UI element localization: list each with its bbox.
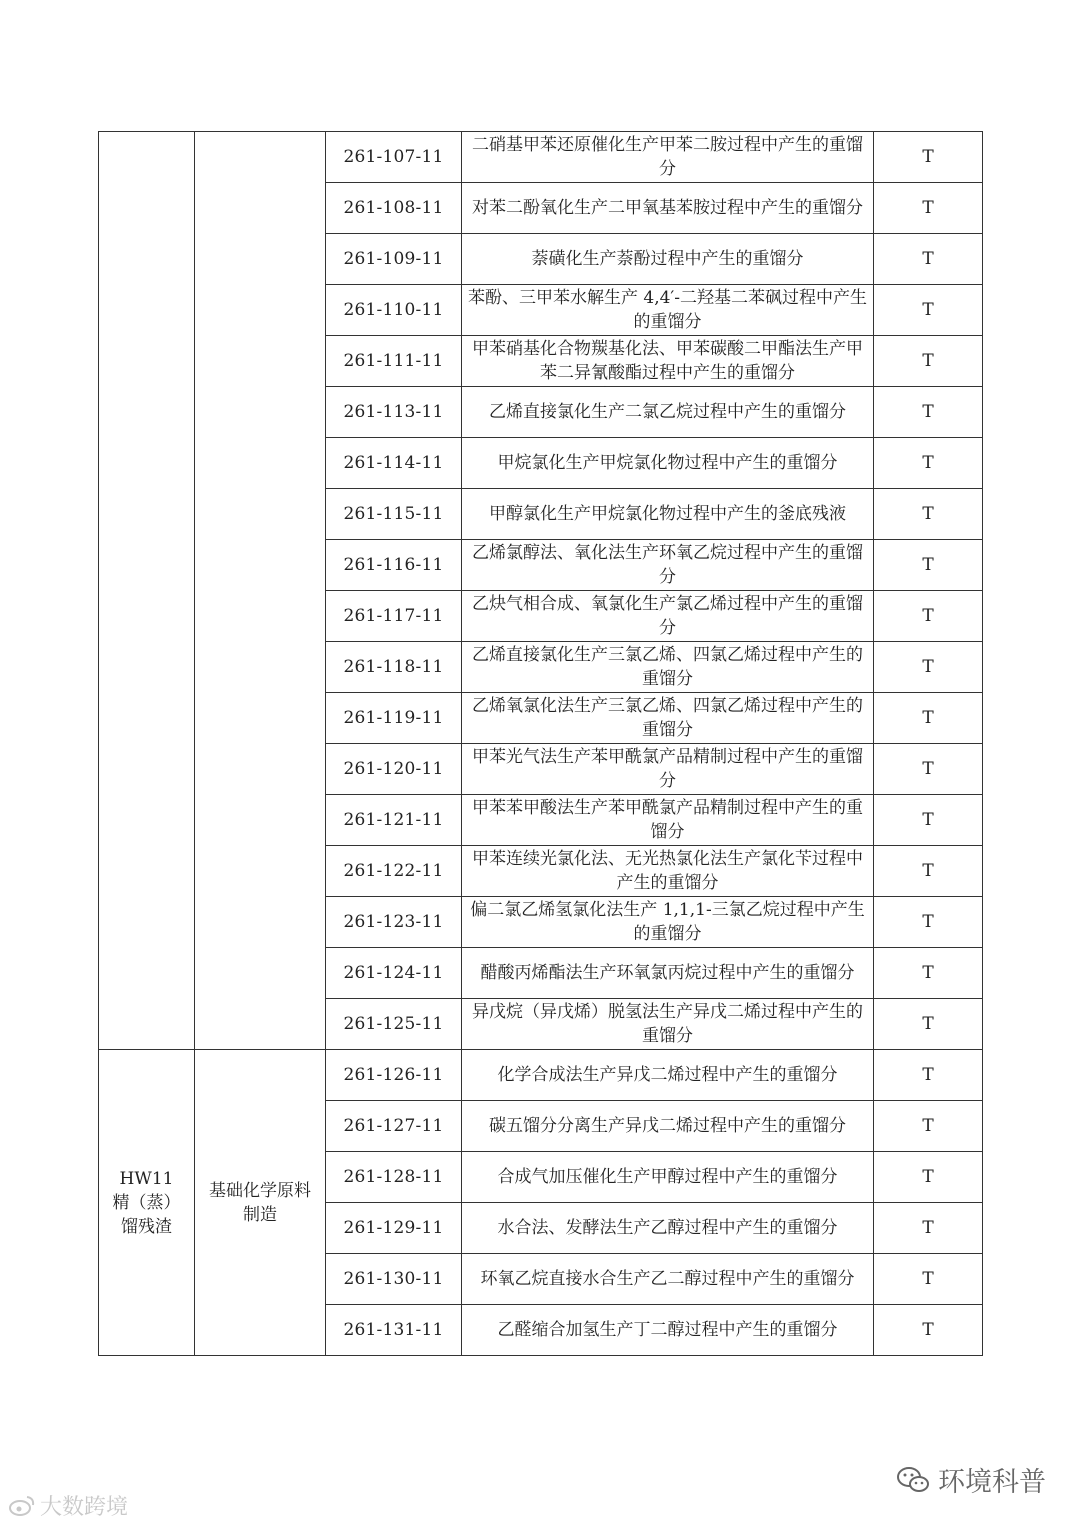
waste-table — [98, 131, 983, 1356]
waste-description-cell: 乙烯氯醇法、氧化法生产环氧乙烷过程中产生的重馏分 — [462, 540, 874, 591]
hazard-characteristic-cell: T — [874, 1050, 983, 1101]
hazard-characteristic-cell: T — [874, 489, 983, 540]
waste-table-body — [99, 132, 983, 1356]
waste-code-cell: 261-109-11 — [326, 234, 462, 285]
waste-code-cell: 261-120-11 — [326, 744, 462, 795]
hazard-characteristic-cell: T — [874, 438, 983, 489]
waste-code-cell: 261-115-11 — [326, 489, 462, 540]
waste-description-cell: 甲苯苯甲酸法生产苯甲酰氯产品精制过程中产生的重馏分 — [462, 795, 874, 846]
industry-label: 基础化学原料制造 — [209, 1180, 311, 1225]
hazard-characteristic-cell: T — [874, 336, 983, 387]
waste-description-cell: 乙烯直接氯化生产二氯乙烷过程中产生的重馏分 — [462, 387, 874, 438]
hazard-characteristic-cell: T — [874, 948, 983, 999]
waste-description-cell: 苯酚、三甲苯水解生产 4,4′-二羟基二苯砜过程中产生的重馏分 — [462, 285, 874, 336]
waste-code-cell: 261-113-11 — [326, 387, 462, 438]
waste-code-cell: 261-124-11 — [326, 948, 462, 999]
waste-code-cell: 261-108-11 — [326, 183, 462, 234]
waste-code-cell: 261-126-11 — [326, 1050, 462, 1101]
waste-category-cell — [99, 1050, 195, 1356]
waste-category-line: 精（蒸） — [112, 1192, 181, 1213]
hazard-characteristic-cell: T — [874, 1203, 983, 1254]
hazard-characteristic-cell: T — [874, 846, 983, 897]
waste-code-cell: 261-128-11 — [326, 1152, 462, 1203]
watermark-right — [896, 1460, 1046, 1499]
waste-description-cell: 异戊烷（异戊烯）脱氢法生产异戊二烯过程中产生的重馏分 — [462, 999, 874, 1050]
industry-cell-empty — [195, 132, 326, 1050]
hazard-characteristic-cell: T — [874, 387, 983, 438]
hazard-characteristic-cell: T — [874, 1101, 983, 1152]
waste-description-cell: 化学合成法生产异戊二烯过程中产生的重馏分 — [462, 1050, 874, 1101]
waste-description-cell: 乙烯氧氯化法生产三氯乙烯、四氯乙烯过程中产生的重馏分 — [462, 693, 874, 744]
waste-code-cell: 261-117-11 — [326, 591, 462, 642]
industry-cell — [195, 1050, 326, 1356]
waste-code-cell: 261-119-11 — [326, 693, 462, 744]
waste-description-cell: 二硝基甲苯还原催化生产甲苯二胺过程中产生的重馏分 — [462, 132, 874, 183]
waste-description-cell: 醋酸丙烯酯法生产环氧氯丙烷过程中产生的重馏分 — [462, 948, 874, 999]
weibo-icon — [8, 1494, 36, 1518]
waste-category-line: HW11 — [119, 1168, 174, 1189]
waste-description-cell: 对苯二酚氧化生产二甲氧基苯胺过程中产生的重馏分 — [462, 183, 874, 234]
waste-code-cell: 261-121-11 — [326, 795, 462, 846]
hazard-characteristic-cell: T — [874, 999, 983, 1050]
waste-description-cell: 乙炔气相合成、氧氯化生产氯乙烯过程中产生的重馏分 — [462, 591, 874, 642]
hazard-characteristic-cell: T — [874, 1152, 983, 1203]
waste-code-cell: 261-123-11 — [326, 897, 462, 948]
waste-description-cell: 碳五馏分分离生产异戊二烯过程中产生的重馏分 — [462, 1101, 874, 1152]
waste-description-cell: 甲醇氯化生产甲烷氯化物过程中产生的釜底残液 — [462, 489, 874, 540]
watermark-left-text: 大数跨境 — [40, 1495, 129, 1520]
waste-code-cell: 261-111-11 — [326, 336, 462, 387]
waste-code-cell: 261-125-11 — [326, 999, 462, 1050]
waste-code-cell: 261-116-11 — [326, 540, 462, 591]
waste-code-cell: 261-127-11 — [326, 1101, 462, 1152]
hazard-characteristic-cell: T — [874, 591, 983, 642]
category-cell-empty — [99, 132, 195, 1050]
hazard-characteristic-cell: T — [874, 1254, 983, 1305]
hazard-characteristic-cell: T — [874, 132, 983, 183]
table-row — [99, 1050, 983, 1101]
wechat-icon — [896, 1465, 930, 1495]
waste-description-cell: 合成气加压催化生产甲醇过程中产生的重馏分 — [462, 1152, 874, 1203]
waste-category-line: 馏残渣 — [121, 1216, 172, 1237]
waste-description-cell: 偏二氯乙烯氢氯化法生产 1,1,1-三氯乙烷过程中产生的重馏分 — [462, 897, 874, 948]
waste-code-cell: 261-130-11 — [326, 1254, 462, 1305]
hazard-characteristic-cell: T — [874, 183, 983, 234]
hazard-characteristic-cell: T — [874, 693, 983, 744]
waste-code-cell: 261-129-11 — [326, 1203, 462, 1254]
hazard-characteristic-cell: T — [874, 1305, 983, 1356]
waste-code-cell: 261-110-11 — [326, 285, 462, 336]
waste-description-cell: 乙醛缩合加氢生产丁二醇过程中产生的重馏分 — [462, 1305, 874, 1356]
waste-code-cell: 261-118-11 — [326, 642, 462, 693]
hazard-characteristic-cell: T — [874, 285, 983, 336]
hazard-characteristic-cell: T — [874, 642, 983, 693]
waste-description-cell: 萘磺化生产萘酚过程中产生的重馏分 — [462, 234, 874, 285]
table-row — [99, 132, 983, 183]
waste-description-cell: 甲烷氯化生产甲烷氯化物过程中产生的重馏分 — [462, 438, 874, 489]
watermark-right-text: 环境科普 — [938, 1467, 1046, 1498]
hazard-characteristic-cell: T — [874, 795, 983, 846]
waste-description-cell: 甲苯光气法生产苯甲酰氯产品精制过程中产生的重馏分 — [462, 744, 874, 795]
hazard-characteristic-cell: T — [874, 744, 983, 795]
waste-description-cell: 水合法、发酵法生产乙醇过程中产生的重馏分 — [462, 1203, 874, 1254]
watermark-left — [8, 1490, 128, 1521]
hazard-characteristic-cell: T — [874, 234, 983, 285]
waste-code-cell: 261-114-11 — [326, 438, 462, 489]
waste-code-cell: 261-107-11 — [326, 132, 462, 183]
hazard-characteristic-cell: T — [874, 540, 983, 591]
waste-description-cell: 甲苯连续光氯化法、无光热氯化法生产氯化苄过程中产生的重馏分 — [462, 846, 874, 897]
waste-description-cell: 甲苯硝基化合物羰基化法、甲苯碳酸二甲酯法生产甲苯二异氰酸酯过程中产生的重馏分 — [462, 336, 874, 387]
waste-code-cell: 261-131-11 — [326, 1305, 462, 1356]
waste-description-cell: 环氧乙烷直接水合生产乙二醇过程中产生的重馏分 — [462, 1254, 874, 1305]
waste-code-cell: 261-122-11 — [326, 846, 462, 897]
waste-description-cell: 乙烯直接氯化生产三氯乙烯、四氯乙烯过程中产生的重馏分 — [462, 642, 874, 693]
hazard-characteristic-cell: T — [874, 897, 983, 948]
